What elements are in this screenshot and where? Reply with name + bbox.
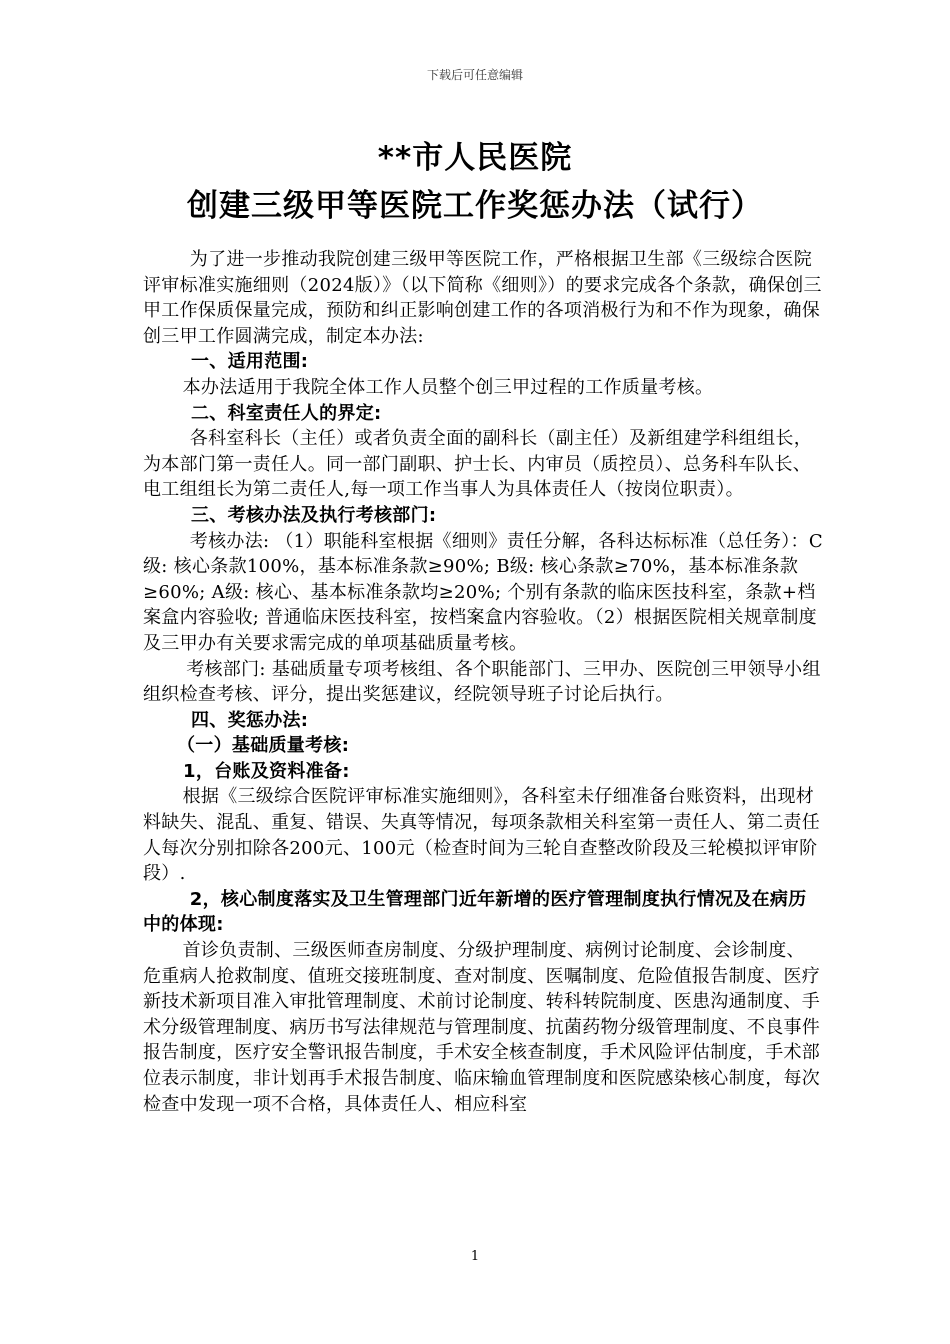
intro-paragraph: 为了进一步推动我院创建三级甲等医院工作，严格根据卫生部《三级综合医院评审标准实施细则（2024版）》（以下简称《细则》）的要求完成各个条款，确保创三甲工作保质保量完成，预防和纠正影响创建工作的各项消极行为和不作为现象，确保创三甲工作圆满完成，制定本办法: [143,249,822,347]
responsibility-paragraph: 各科室科长（主任）或者负责全面的副科长（副主任）及新组建学科组组长，为本部门第一责任人。同一部门副职、护士长、内审员（质控员）、总务科车队长、电工组组长为第二责任人,每一项工作当事人为具体责任人（按岗位职责）。 [143,428,812,501]
page-number: 1 [470,1249,480,1264]
document-title-line-1: **市人民医院 [377,140,573,176]
section-heading-assessment: 三、考核办法及执行考核部门: [191,504,437,526]
document-title-line-2: 创建三级甲等医院工作奖惩办法（试行） [187,188,763,224]
section-heading-rewards: 四、奖惩办法: [191,709,309,731]
scope-paragraph: 本办法适用于我院全体工作人员整个创三甲过程的工作质量考核。 [182,376,714,398]
document-body [143,247,823,1117]
item-heading-core-system: 2，核心制度落实及卫生管理部门近年新增的医疗管理制度执行情况及在病历中的体现: [143,888,807,936]
assessment-department-paragraph: 考核部门: 基础质量专项考核组、各个职能部门、三甲办、医院创三甲领导小组组织检查考核、评分，提出奖惩建议，经院领导班子讨论后执行。 [143,658,821,706]
section-heading-responsibility: 二、科室责任人的界定: [191,402,382,424]
section-heading-scope: 一、适用范围: [191,351,309,373]
header-note: 下载后可任意编辑 [426,68,523,82]
item-heading-ledger: 1，台账及资料准备: [183,760,350,782]
core-system-paragraph: 首诊负责制、三级医师查房制度、分级护理制度、病例讨论制度、会诊制度、危重病人抢救制度、值班交接班制度、查对制度、医嘱制度、危险值报告制度、医疗新技术新项目准入审批管理制度、术前讨论制度、转科转院制度、医患沟通制度、手术分级管理制度、病历书写法律规范与管理制度、抗菌药物分级管理制度、不良事件报告制度，医疗安全警讯报告制度，手术安全核查制度，手术风险评估制度，手术部位表示制度，非计划再手术报告制度、临床输血管理制度和医院感染核心制度，每次检查中发现一项不合格，具体责任人、相应科室 [143,940,821,1115]
ledger-paragraph: 根据《三级综合医院评审标准实施细则》，各科室未仔细准备台账资料，出现材料缺失、混乱、重复、错误、失真等情况，每项条款相关科室第一责任人、第二责任人每次分别扣除各200元、100元（检查时间为三轮自查整改阶段及三轮模拟评审阶段）. [143,786,821,885]
assessment-method-paragraph: 考核办法: （1）职能科室根据《细则》责任分解，各科达标标准（总任务）：C级: 核心条款100%，基本标准条款≥90%; B级: 核心条款≥70%，基本标准条款≥60%; A级: 核心、基本标准条款均≥20%; 个别有条款的临床医技科室，条款+档案盒内容验收; 普通临床医技科室，按档案盒内容验收。（2）根据医院相关规章制度及三甲办有关要求需完成的单项基础质量考核。 [143,530,823,654]
subsection-heading-basic-quality: （一）基础质量考核: [177,735,350,757]
